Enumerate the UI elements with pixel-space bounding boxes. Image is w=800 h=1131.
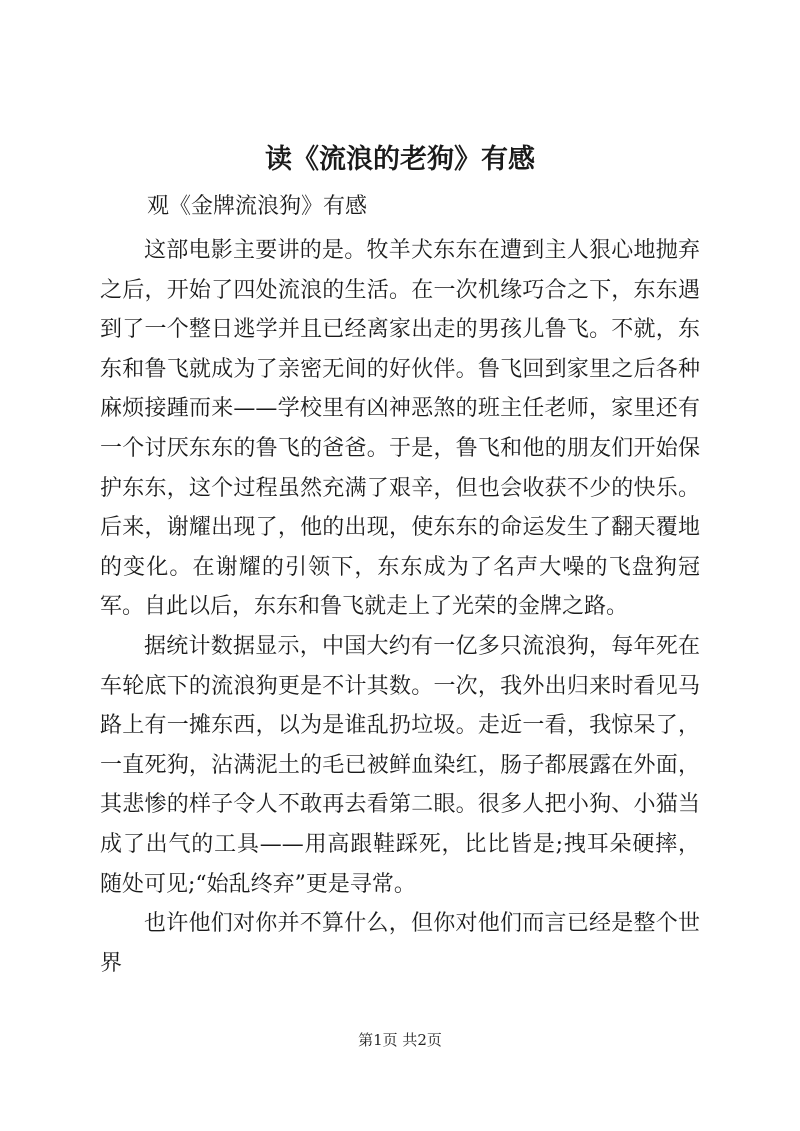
document-title: 读《流浪的老狗》有感 [265,144,535,175]
document-body [100,231,700,983]
page-number-footer: 第1页 共2页 [358,1031,442,1049]
paragraph: 这部电影主要讲的是。牧羊犬东东在遭到主人狠心地抛弃之后，开始了四处流浪的生活。在一次机缘巧合之下，东东遇到了一个整日逃学并且已经离家出走的男孩儿鲁飞。不就，东东和鲁飞就成为了亲密无间的好伙伴。鲁飞回到家里之后各种麻烦接踵而来——学校里有凶神恶煞的班主任老师，家里还有一个讨厌东东的鲁飞的爸爸。于是，鲁飞和他的朋友们开始保护东东，这个过程虽然充满了艰辛，但也会收获不少的快乐。后来，谢耀出现了，他的出现，使东东的命运发生了翻天覆地的变化。在谢耀的引领下，东东成为了名声大噪的飞盘狗冠军。自此以后，东东和鲁飞就走上了光荣的金牌之路。 [100,238,700,620]
paragraph: 也许他们对你并不算什么，但你对他们而言已经是整个世界 [100,911,700,976]
paragraph: 据统计数据显示，中国大约有一亿多只流浪狗，每年死在车轮底下的流浪狗更是不计其数。一次，我外出归来时看见马路上有一摊东西，以为是谁乱扔垃圾。走近一看，我惊呆了，一直死狗，沾满泥土的毛已被鲜血染红，肠子都展露在外面，其悲惨的样子令人不敢再去看第二眼。很多人把小狗、小猫当成了出气的工具——用高跟鞋踩死，比比皆是;拽耳朵硬摔，随处可见;“始乱终弃”更是寻常。 [100,633,700,897]
document-subtitle: 观《金牌流浪狗》有感 [147,194,368,219]
